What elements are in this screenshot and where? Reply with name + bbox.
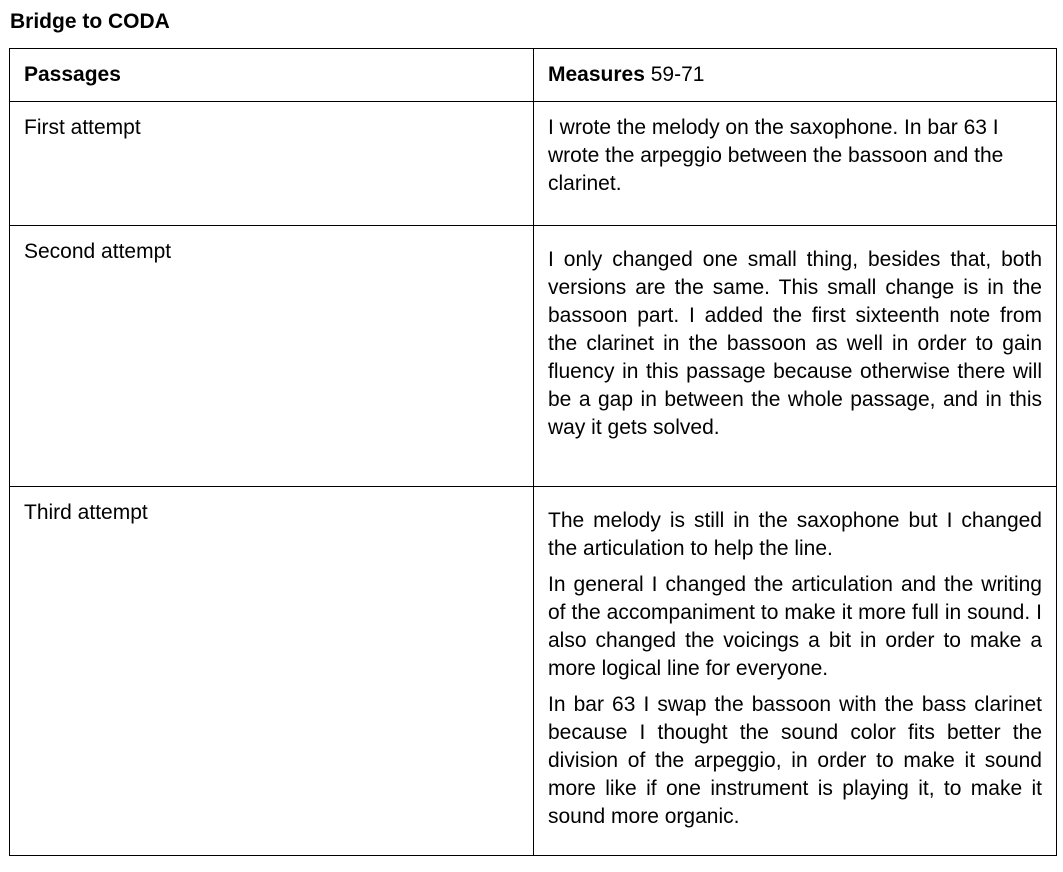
page-title: Bridge to CODA	[10, 10, 170, 33]
attempt-label-cell	[10, 226, 534, 487]
attempt-label-cell	[10, 487, 534, 856]
measures-header-value: 59-71	[650, 63, 705, 86]
attempt-paragraph: The melody is still in the saxophone but I changed the articulation to help the line.	[548, 509, 1042, 560]
measures-header-label: Measures	[548, 63, 645, 86]
attempt-label-cell	[10, 102, 534, 226]
table-row-second-attempt	[10, 226, 1057, 487]
passages-table	[9, 48, 1057, 856]
attempt-label: Second attempt	[24, 240, 172, 263]
passages-header-label: Passages	[24, 63, 121, 86]
attempt-content-cell	[534, 487, 1057, 856]
attempt-paragraph: I only changed one small thing, besides that, both versions are the same. This small change is in the bassoon part. I added the first sixteenth note from the clarinet in the bassoon as well in order to gain fluency in this passage because otherwise there will be a gap in between the whole passage, and in this way it gets solved.	[548, 248, 1042, 439]
table-row-first-attempt	[10, 102, 1057, 226]
table-header-row	[10, 49, 1057, 102]
attempt-paragraph: I wrote the melody on the saxophone. In bar 63 I wrote the arpeggio between the bassoon and the clarinet.	[548, 116, 1004, 195]
attempt-content-cell	[534, 102, 1057, 226]
header-cell-passages	[10, 49, 534, 102]
attempt-content-cell	[534, 226, 1057, 487]
attempt-paragraph: In bar 63 I swap the bassoon with the bass clarinet because I thought the sound color fits better the division of the arpeggio, in order to make it sound more like if one instrument is playing it, to make it sound more organic.	[548, 693, 1042, 828]
table-row-third-attempt	[10, 487, 1057, 856]
attempt-paragraph: In general I changed the articulation and the writing of the accompaniment to make it more full in sound. I also changed the voicings a bit in order to make a more logical line for everyone.	[548, 573, 1042, 680]
attempt-label: Third attempt	[24, 501, 148, 524]
header-cell-measures	[534, 49, 1057, 102]
attempt-label: First attempt	[24, 116, 141, 139]
